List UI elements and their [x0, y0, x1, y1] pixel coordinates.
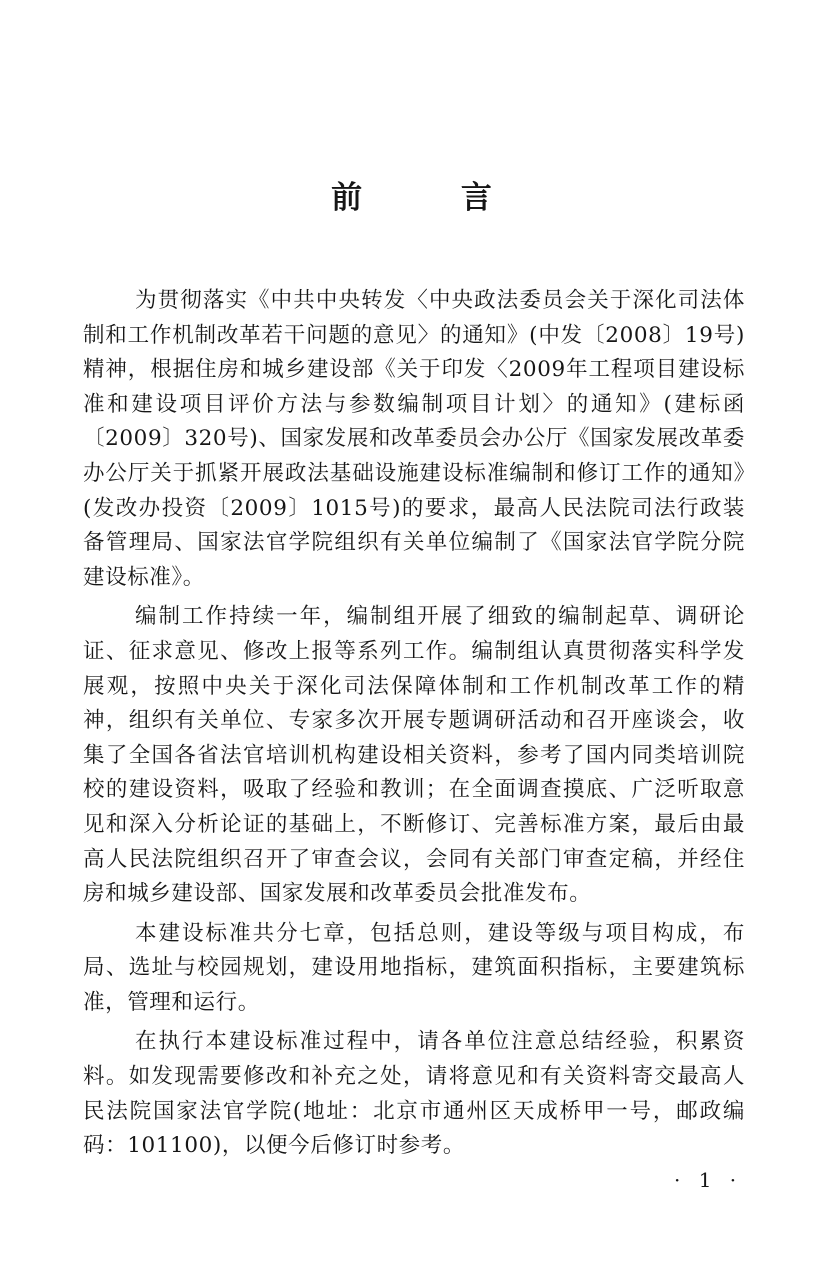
paragraph-chapter-overview: 本建设标准共分七章，包括总则，建设等级与项目构成，布局、选址与校园规划，建设用地指标，建筑面积指标，主要建筑标准，管理和运行。 [83, 920, 745, 1015]
paragraph-implementation-basis: 为贯彻落实《中共中央转发〈中央政法委员会关于深化司法体制和工作机制改革若干问题的意见〉的通知》(中发〔2008〕19号)精神，根据住房和城乡建设部《关于印发〈2009年工程项目建设标准和建设项目评价方法与参数编制项目计划〉的通知》(建标函〔2009〕320号)、国家发展和改革委员会办公厅《国家发展改革委办公厅关于抓紧开展政法基础设施建设标准编制和修订工作的通知》(发改办投资〔2009〕1015号)的要求，最高人民法院司法行政装备管理局、国家法官学院组织有关单位编制了《国家法官学院分院建设标准》。 [83, 288, 745, 590]
paragraph-compilation-process: 编制工作持续一年，编制组开展了细致的编制起草、调研论证、征求意见、修改上报等系列工作。编制组认真贯彻落实科学发展观，按照中央关于深化司法保障体制和工作机制改革工作的精神，组织有关单位、专家多次开展专题调研活动和召开座谈会，收集了全国各省法官培训机构建设相关资料，参考了国内同类培训院校的建设资料，吸取了经验和教训；在全面调查摸底、广泛听取意见和深入分析论证的基础上，不断修订、完善标准方案，最后由最高人民法院组织召开了审查会议，会同有关部门审查定稿，并经住房和城乡建设部、国家发展和改革委员会批准发布。 [83, 604, 745, 907]
paragraph-feedback-contact: 在执行本建设标准过程中，请各单位注意总结经验，积累资料。如发现需要修改和补充之处，请将意见和有关资料寄交最高人民法院国家法官学院(地址：北京市通州区天成桥甲一号，邮政编码：101100)，以便今后修订时参考。 [83, 1029, 745, 1159]
page-title: 前 言 [331, 180, 536, 216]
page-number: · 1 · [674, 1168, 743, 1192]
body-text [83, 284, 745, 1169]
